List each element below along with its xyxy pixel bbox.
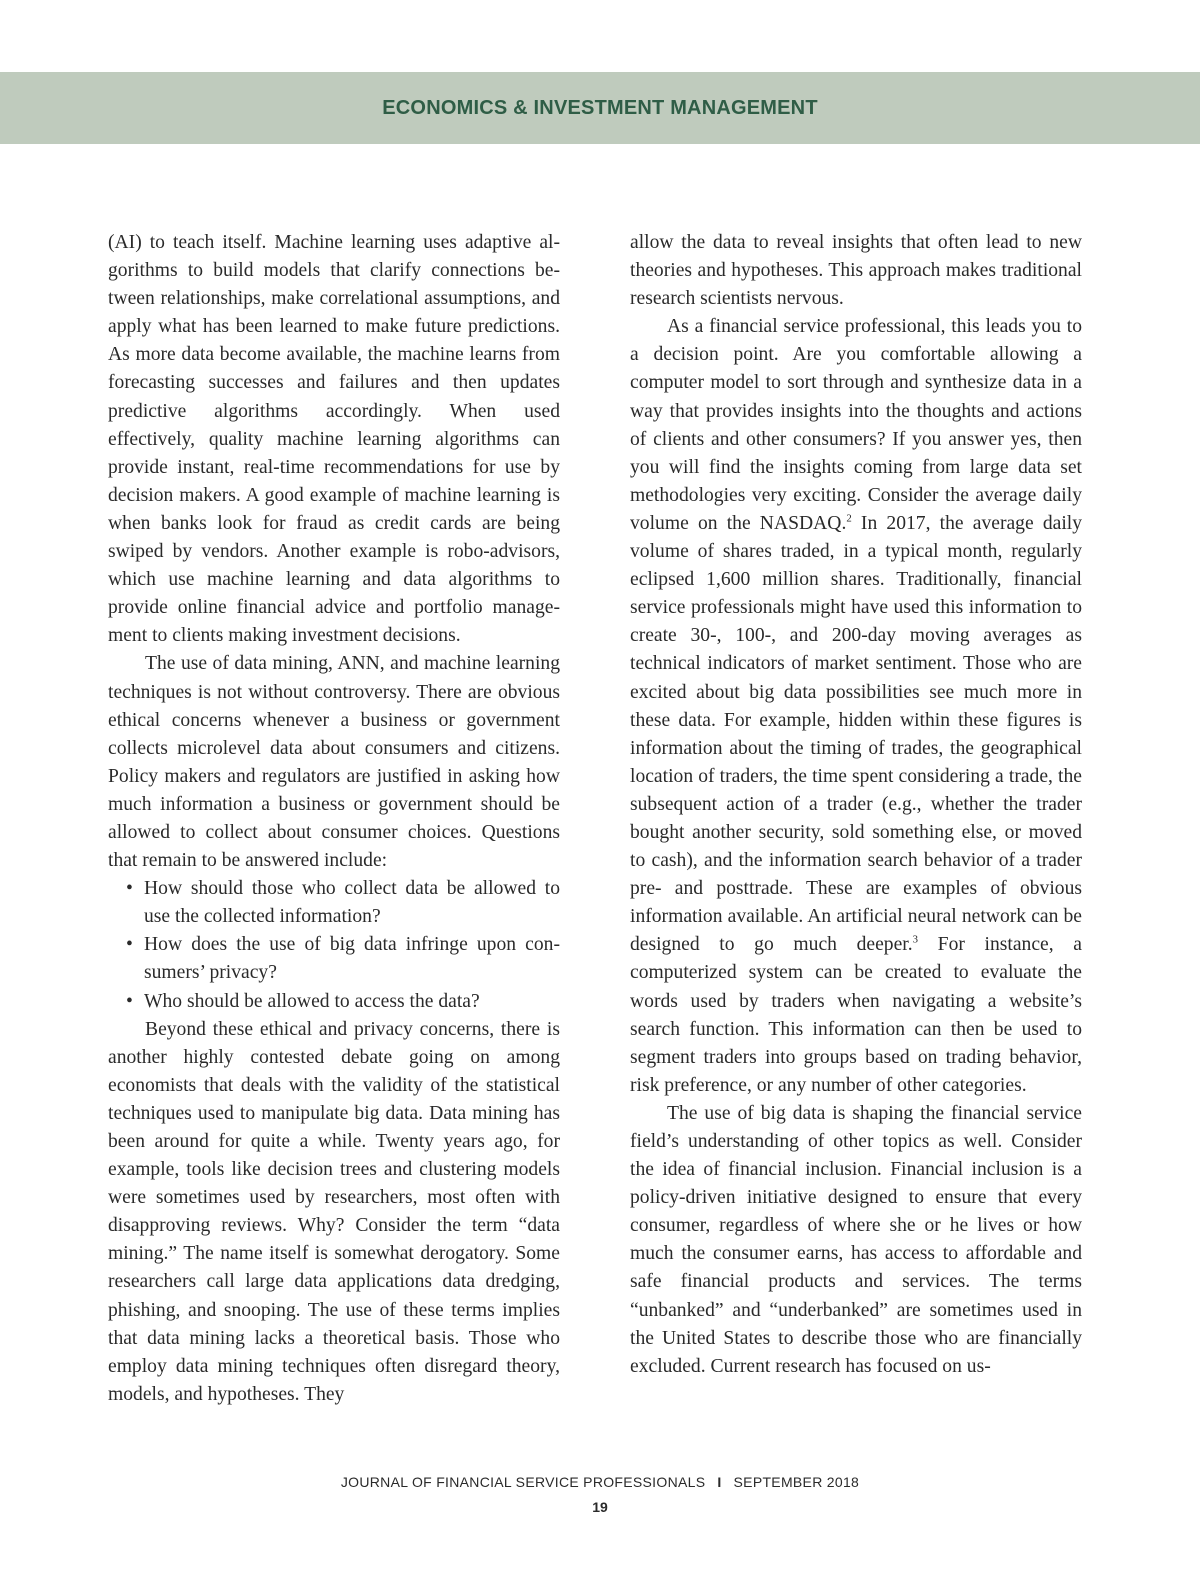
footnote-ref: 2 bbox=[846, 512, 852, 525]
paragraph-text: As a financial service professional, this leads you to a decision point. Are you comfortable allowing a computer model to sort through and synthesize data in a way that provides insights into the thoughts and actions of clients and other consumers? If you answer yes, then you will find the insights coming from large data set methodologies very exciting. Consider the average daily volume on the NASDAQ. bbox=[630, 316, 1082, 534]
section-title: ECONOMICS & INVESTMENT MANAGEMENT bbox=[382, 96, 818, 119]
paragraph bbox=[630, 313, 1082, 1100]
bullet-icon: • bbox=[126, 934, 133, 956]
list-item-text: Who should be allowed to access the data? bbox=[144, 990, 480, 1012]
journal-name: JOURNAL OF FINANCIAL SERVICE PROFESSIONALS bbox=[340, 1474, 706, 1490]
paragraph: Beyond these ethical and privacy concerns, there is another highly contested debate going on among economists that deals with the validity of the statistical techniques used to manipulate big data. Data mining has been around for quite a while. Twenty years ago, for example, tools like decision trees and clustering models were sometimes used by researchers, most often with disapproving reviews. Why? Consider the term “data mining.” The name itself is somewhat derogatory. Some researchers call large data applications data dredging, phishing, and snooping. The use of these terms implies that data mining lacks a theoretical basis. Those who employ data mining techniques often disregard theory, models, and hypotheses. They bbox=[108, 1018, 560, 1405]
list-item bbox=[108, 931, 560, 987]
bullet-icon: • bbox=[126, 990, 133, 1012]
list-item-text: How does the use of big data infringe upon consumers’ privacy? bbox=[144, 934, 560, 984]
left-column bbox=[108, 229, 560, 1409]
paragraph: The use of big data is shaping the financial service field’s understanding of other topics as well. Consider the idea of financial inclusion. Financial inclusion is a policy-driven initiative designed to ensure that every consumer, regardless of where she or he lives or how much the consumer earns, has access to affordable and safe financial products and services. The terms “unbanked” and “underbanked” are sometimes used in the United States to describe those who are financially excluded. Current research has focused on us- bbox=[630, 1102, 1082, 1377]
list-item-text: How should those who collect data be allowed to use the collected information? bbox=[144, 878, 560, 928]
page-number: 19 bbox=[592, 1499, 608, 1515]
paragraph-text: In 2017, the average daily volume of shares traded, in a typical month, regularly eclipsed 1,600 million shares. Traditionally, financial service professionals might have used this information to create 30-, 100-, and 200-day moving averages as technical indicators of market sentiment. Those who are excited about big data possibilities see much more in these data. For example, hidden within these figures is information about the timing of trades, the geographical location of traders, the time spent considering a trade, the subsequent action of a trader (e.g., whether the trader bought another security, sold something else, or moved to cash), and the information search behavior of a trader pre- and posttrade. These are examples of obvious information available. An artificial neural network can be designed to go much deeper. bbox=[630, 512, 1083, 956]
page-footer bbox=[0, 1474, 1200, 1490]
paragraph: The use of data mining, ANN, and machine learning techniques is not without controversy. There are obvious ethical concerns whenever a business or government collects microlevel data about consumers and citizens. Policy makers and regulators are justified in asking how much information a business or government should be allowed to collect about consumer choices. Questions that remain to be answered include: bbox=[108, 653, 560, 872]
question-list bbox=[108, 875, 560, 1015]
paragraph-text: For instance, a computerized system can be created to evaluate the words used by traders when navigating a website’s search function. This information can then be used to segment traders into groups based on trading behavior, risk preference, or any number of other categories. bbox=[630, 934, 1082, 1096]
paragraph: (AI) to teach itself. Machine learning uses adaptive algorithms to build models that clarify connections between relationships, make correlational assumptions, and apply what has been learned to make future predictions. As more data become available, the machine learns from forecasting successes and failures and then updates predictive algorithms accordingly. When used effectively, quality machine learning algorithms can provide instant, real-time recommendations for use by decision makers. A good example of machine learning is when banks look for fraud as credit cards are being swiped by vendors. Another example is robo-advisors, which use machine learning and data algorithms to provide online financial advice and portfolio management to clients making investment decisions. bbox=[108, 232, 560, 647]
right-column bbox=[630, 229, 1082, 1381]
footer-separator: I bbox=[717, 1474, 722, 1490]
bullet-icon: • bbox=[126, 878, 133, 900]
section-header-banner bbox=[0, 72, 1200, 144]
footnote-ref: 3 bbox=[912, 933, 919, 946]
paragraph: allow the data to reveal insights that often lead to new theories and hypotheses. This approach makes traditional research scientists nervous. bbox=[630, 232, 1082, 310]
issue-date: SEPTEMBER 2018 bbox=[733, 1474, 860, 1490]
list-item bbox=[108, 988, 560, 1016]
list-item bbox=[108, 875, 560, 931]
